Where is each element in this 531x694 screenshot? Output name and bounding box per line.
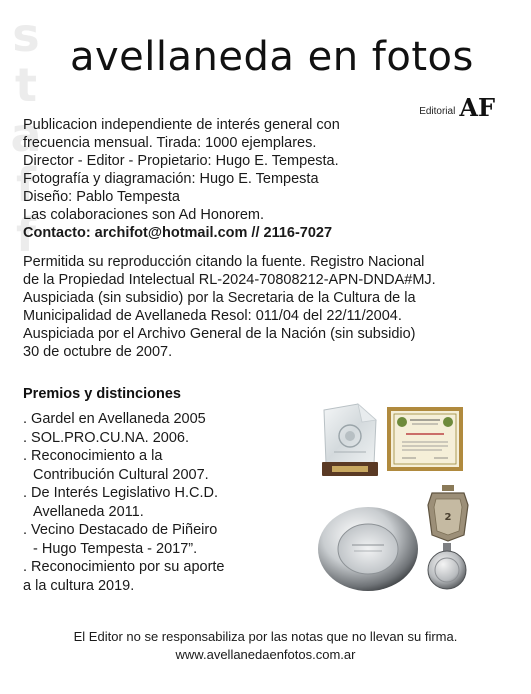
legal-line: Auspiciada (sin subsidio) por la Secretaria de la Cultura de la xyxy=(23,290,416,306)
awards-title: Premios y distinciones xyxy=(23,386,181,402)
info-line: Director - Editor - Propietario: Hugo E. Tempesta. xyxy=(23,153,339,169)
publisher-name: Editorial xyxy=(419,106,456,117)
legal-line: de la Propiedad Intelectual RL-2024-70808212-APN-DNDA#MJ. xyxy=(23,272,436,288)
award-line: . SOL.PRO.CU.NA. 2006. xyxy=(23,429,190,446)
footer-website: www.avellanedaenfotos.com.ar xyxy=(175,647,356,662)
award-line: . De Interés Legislativo H.C.D. xyxy=(23,485,219,501)
award-line: . Reconocimiento a la xyxy=(23,448,163,464)
footer xyxy=(0,628,531,664)
awards-list xyxy=(23,410,313,595)
vertical-staff-letter: a xyxy=(10,108,42,162)
contact-line: Contacto: archifot@hotmail.com // 2116-7027 xyxy=(23,225,333,241)
info-line: Diseño: Pablo Tempesta xyxy=(23,189,180,205)
vertical-staff-letter: t xyxy=(15,58,37,112)
award-line: . Vecino Destacado de Piñeiro xyxy=(23,522,218,538)
award-line: Avellaneda 2011. xyxy=(33,503,144,520)
legal-info xyxy=(23,253,518,361)
medal-plaque-photo xyxy=(424,485,472,543)
legal-line: Municipalidad de Avellaneda Resol: 011/04 del 22/11/2004. xyxy=(23,308,402,324)
legal-line: Permitida su reproducción citando la fuente. Registro Nacional xyxy=(23,254,425,270)
publisher-logo: AF xyxy=(459,93,495,122)
legal-line: 30 de octubre de 2007. xyxy=(23,344,173,360)
award-line: - Hugo Tempesta - 2017”. xyxy=(33,540,198,557)
round-medal-photo xyxy=(426,543,468,591)
info-line: Fotografía y diagramación: Hugo E. Tempesta xyxy=(23,171,319,187)
glass-trophy-photo xyxy=(318,402,382,478)
award-line: Contribución Cultural 2007. xyxy=(33,466,209,483)
award-line: a la cultura 2019. xyxy=(23,577,135,594)
staff-info xyxy=(23,116,513,242)
info-line: frecuencia mensual. Tirada: 1000 ejemplares. xyxy=(23,135,317,151)
award-line: . Gardel en Avellaneda 2005 xyxy=(23,411,206,427)
svg-text:2: 2 xyxy=(444,512,452,523)
info-line: Publicacion independiente de interés general con xyxy=(23,117,340,133)
silver-plate-photo xyxy=(316,503,420,593)
certificate-frame-photo xyxy=(386,406,464,472)
footer-disclaimer: El Editor no se responsabiliza por las notas que no llevan su firma. xyxy=(73,629,458,644)
masthead-title: avellaneda en fotos xyxy=(70,34,474,80)
award-line: . Reconocimiento por su aporte xyxy=(23,559,225,575)
vertical-staff-letter: f xyxy=(15,208,36,262)
info-line: Las colaboraciones son Ad Honorem. xyxy=(23,207,265,223)
vertical-staff-letter: f xyxy=(15,158,36,212)
legal-line: Auspiciada por el Archivo General de la Nación (sin subsidio) xyxy=(23,326,416,342)
vertical-staff-letter: s xyxy=(12,8,40,62)
